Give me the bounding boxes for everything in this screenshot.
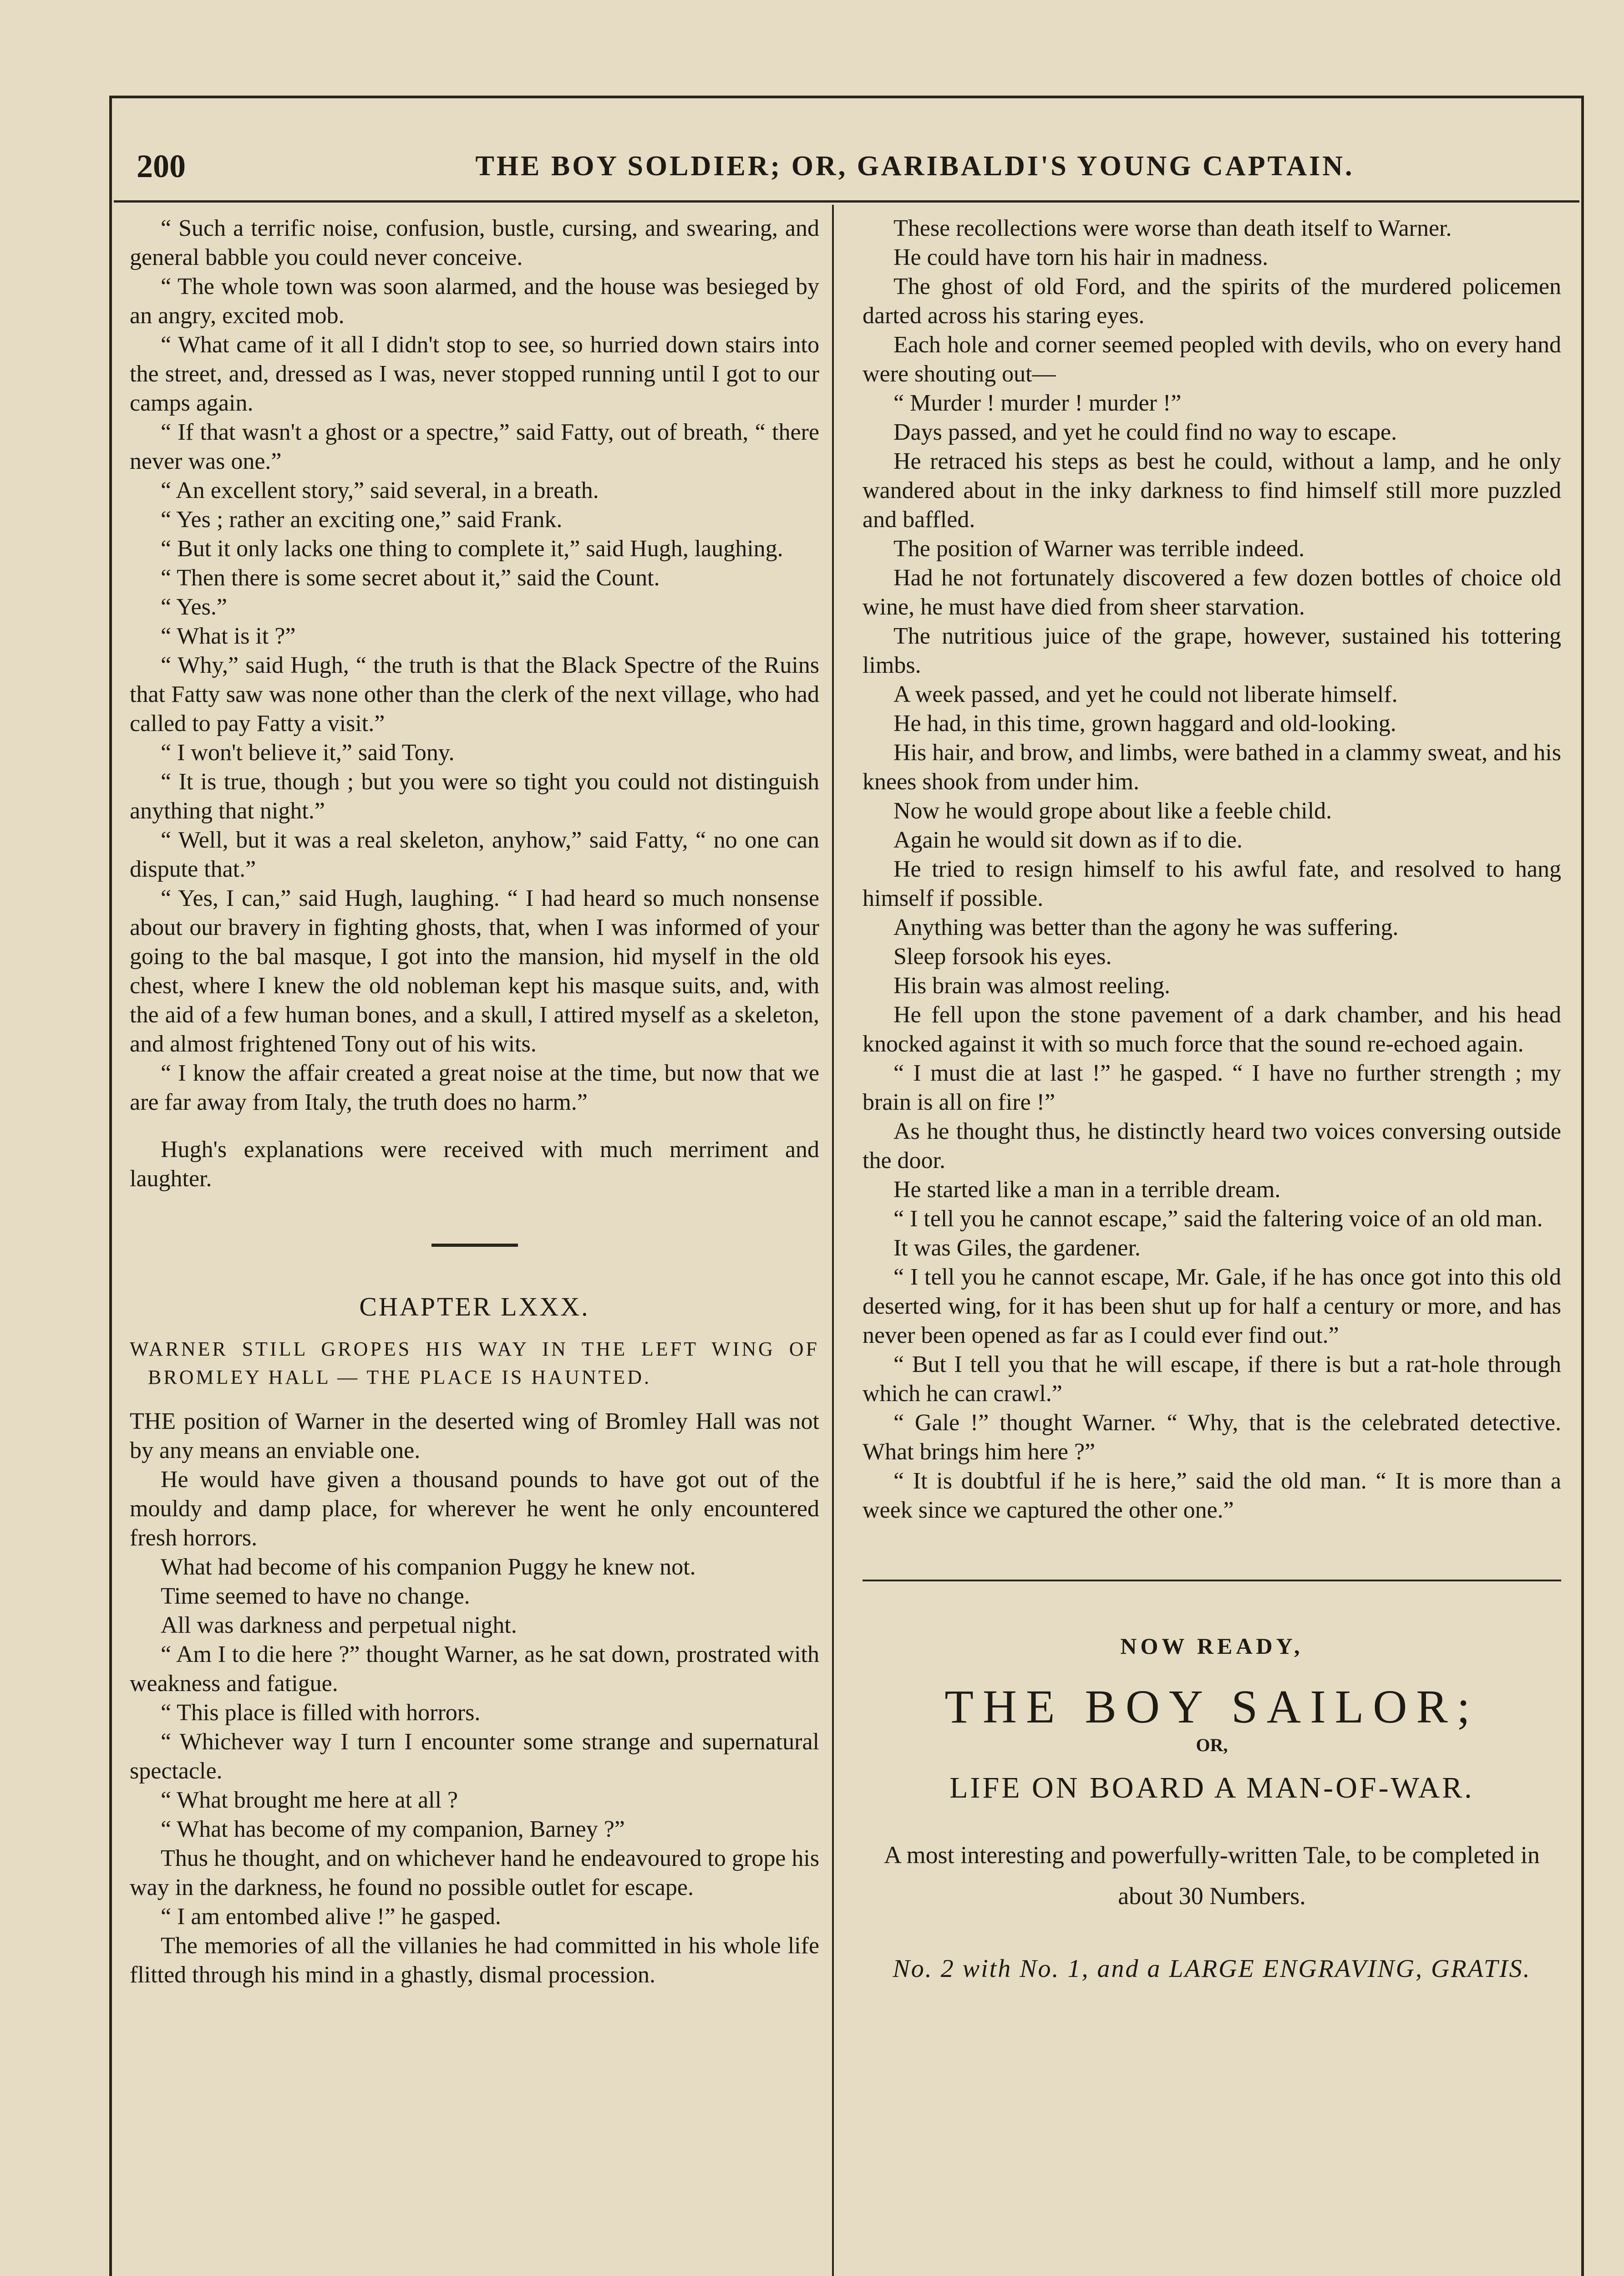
story-text — [863, 214, 1561, 1525]
paragraph: “ But it only lacks one thing to complete it,” said Hugh, laughing. — [161, 536, 783, 562]
ad-divider — [863, 1580, 1561, 1581]
paragraph: “ Gale !” thought Warner. “ Why, that is the celebrated detective. What brings him here ?” — [863, 1410, 1561, 1465]
paragraph: Sleep forsook his eyes. — [893, 944, 1112, 970]
advertisement — [863, 1631, 1561, 1994]
paragraph: Each hole and corner seemed peopled with devils, who on every hand were shouting out— — [863, 332, 1561, 387]
paragraph: Anything was better than the agony he was suffering. — [893, 914, 1399, 940]
page-number: 200 — [137, 147, 186, 184]
story-continuation — [130, 214, 819, 1194]
paragraph: He fell upon the stone pavement of a dark chamber, and his head knocked against it with so much force that the sound re-echoed again. — [863, 1002, 1561, 1057]
paragraph: THE position of Warner in the deserted wing of Bromley Hall was not by any means an enviable one. — [130, 1408, 819, 1463]
paragraph: It was Giles, the gardener. — [893, 1235, 1141, 1261]
paragraph: As he thought thus, he distinctly heard two voices conversing outside the door. — [863, 1118, 1561, 1174]
paragraph: “ I won't believe it,” said Tony. — [161, 740, 455, 766]
paragraph: “ Am I to die here ?” thought Warner, as he sat down, prostrated with weakness and fatigue. — [130, 1641, 819, 1697]
ad-gratis-offer: No. 2 with No. 1, and a LARGE ENGRAVING, GRATIS. — [893, 1955, 1531, 1983]
ad-now-ready: NOW READY, — [1120, 1633, 1304, 1659]
paragraph: These recollections were worse than death itself to Warner. — [893, 215, 1452, 241]
paragraph: “ Then there is some secret about it,” said the Count. — [161, 565, 660, 591]
ad-subtitle: LIFE ON BOARD A MAN-OF-WAR. — [949, 1771, 1474, 1804]
right-column — [863, 214, 1561, 1994]
paragraph: “ Yes.” — [161, 594, 227, 620]
paragraph: “ What brought me here at all ? — [161, 1787, 458, 1813]
paragraph: The memories of all the villanies he had committed in his whole life flitted through his mind in a ghastly, dismal procession. — [130, 1933, 819, 1988]
paragraph: “ Well, but it was a real skeleton, anyhow,” said Fatty, “ no one can dispute that.” — [130, 827, 819, 882]
paragraph: “ It is true, though ; but you were so tight you could not distinguish anything that night.” — [130, 769, 819, 824]
section-divider — [431, 1244, 518, 1247]
paragraph: “ This place is filled with horrors. — [161, 1700, 481, 1726]
paragraph: Days passed, and yet he could find no way to escape. — [893, 419, 1397, 445]
chapter-title: CHAPTER LXXX. — [359, 1292, 590, 1321]
paragraph: “ But I tell you that he will escape, if there is but a rat-hole through which he can crawl.” — [863, 1351, 1561, 1407]
paragraph: He could have torn his hair in madness. — [893, 244, 1269, 270]
paragraph: He had, in this time, grown haggard and old-looking. — [893, 711, 1396, 737]
ad-or: OR, — [1196, 1735, 1228, 1755]
paragraph: All was darkness and perpetual night. — [161, 1612, 517, 1638]
paragraph: “ I tell you he cannot escape, Mr. Gale, if he has once got into this old deserted wing, for it has been shut up for half a century or more, and has never been opened as far as I could ever find out.” — [863, 1264, 1561, 1348]
paragraph: Hugh's explanations were received with much merriment and laughter. — [130, 1137, 819, 1192]
paragraph: The ghost of old Ford, and the spirits of the murdered policemen darted across his staring eyes. — [863, 274, 1561, 329]
paragraph: “ Yes ; rather an exciting one,” said Frank. — [161, 507, 563, 533]
paragraph: His hair, and brow, and limbs, were bathed in a clammy sweat, and his knees shook from under him. — [863, 740, 1561, 795]
paragraph: “ What has become of my companion, Barney ?” — [161, 1816, 625, 1842]
paragraph: He started like a man in a terrible dream. — [893, 1177, 1281, 1203]
paragraph: Again he would sit down as if to die. — [893, 827, 1243, 853]
paragraph: “ Yes, I can,” said Hugh, laughing. “ I had heard so much nonsense about our bravery in fighting ghosts, that, when I was informed of your going to the bal masque, I got into the mansion, hid myself in the old chest, where I knew the old nobleman kept his masque suits, and, with the aid of a few human bones, and a skull, I attired myself as a skeleton, and almost frightened Tony out of his wits. — [130, 885, 819, 1057]
paragraph: “ What is it ?” — [161, 623, 296, 649]
paragraph: “ I tell you he cannot escape,” said the faltering voice of an old man. — [893, 1206, 1543, 1232]
paragraph: He tried to resign himself to his awful fate, and resolved to hang himself if possible. — [863, 856, 1561, 911]
paragraph: He would have given a thousand pounds to have got out of the mouldy and damp place, for wherever he went he only encountered fresh horrors. — [130, 1467, 819, 1551]
paragraph: The position of Warner was terrible indeed. — [893, 536, 1305, 562]
paragraph: “ What came of it all I didn't stop to see, so hurried down stairs into the street, and, dressed as I was, never stopped running until I got to our camps again. — [130, 332, 819, 416]
paragraph: He retraced his steps as best he could, without a lamp, and he only wandered about in the inky darkness to find himself still more puzzled and baffled. — [863, 448, 1561, 533]
page-header — [137, 137, 1557, 196]
paragraph: “ I am entombed alive !” he gasped. — [161, 1904, 501, 1930]
paragraph: “ Such a terrific noise, confusion, bustle, cursing, and swearing, and general babble you could never conceive. — [130, 215, 819, 270]
paragraph: Had he not fortunately discovered a few dozen bottles of choice old wine, he must have died from sheer starvation. — [863, 565, 1561, 620]
paragraph: Thus he thought, and on whichever hand he endeavoured to grope his way in the darkness, he found no possible outlet for escape. — [130, 1845, 819, 1900]
running-title: THE BOY SOLDIER; OR, GARIBALDI'S YOUNG CAPTAIN. — [475, 150, 1355, 182]
paragraph: Time seemed to have no change. — [161, 1583, 470, 1609]
paragraph: “ An excellent story,” said several, in a breath. — [161, 478, 599, 503]
paragraph: The nutritious juice of the grape, however, sustained his tottering limbs. — [863, 623, 1561, 678]
left-column — [130, 214, 819, 1990]
paragraph: “ I know the affair created a great noise at the time, but now that we are far away from Italy, the truth does no harm.” — [130, 1060, 819, 1115]
paragraph: “ I must die at last !” he gasped. “ I have no further strength ; my brain is all on fire !” — [863, 1060, 1561, 1115]
paragraph: A week passed, and yet he could not liberate himself. — [893, 681, 1398, 707]
paragraph: “ Why,” said Hugh, “ the truth is that the Black Spectre of the Ruins that Fatty saw was none other than the clerk of the next village, who had called to pay Fatty a visit.” — [130, 652, 819, 737]
paragraph: His brain was almost reeling. — [893, 973, 1170, 999]
paragraph: “ It is doubtful if he is here,” said the old man. “ It is more than a week since we captured the other one.” — [863, 1468, 1561, 1523]
column-divider — [832, 205, 834, 2276]
paragraph: Now he would grope about like a feeble child. — [893, 798, 1332, 824]
header-rule — [114, 200, 1579, 203]
paragraph: “ The whole town was soon alarmed, and the house was besieged by an angry, excited mob. — [130, 274, 819, 329]
chapter-body — [130, 1407, 819, 1990]
ad-title: THE BOY SAILOR; — [944, 1681, 1479, 1733]
paragraph: “ Whichever way I turn I encounter some strange and supernatural spectacle. — [130, 1729, 819, 1784]
paragraph: What had become of his companion Puggy he knew not. — [161, 1554, 696, 1580]
paragraph: “ Murder ! murder ! murder !” — [893, 390, 1182, 416]
chapter-synopsis: WARNER STILL GROPES HIS WAY IN THE LEFT WING OF BROMLEY HALL — THE PLACE IS HAUNTED. — [130, 1338, 819, 1388]
paragraph: “ If that wasn't a ghost or a spectre,” said Fatty, out of breath, “ there never was one.” — [130, 419, 819, 474]
ad-description: A most interesting and powerfully-written Tale, to be completed in about 30 Numbers. — [884, 1841, 1540, 1910]
